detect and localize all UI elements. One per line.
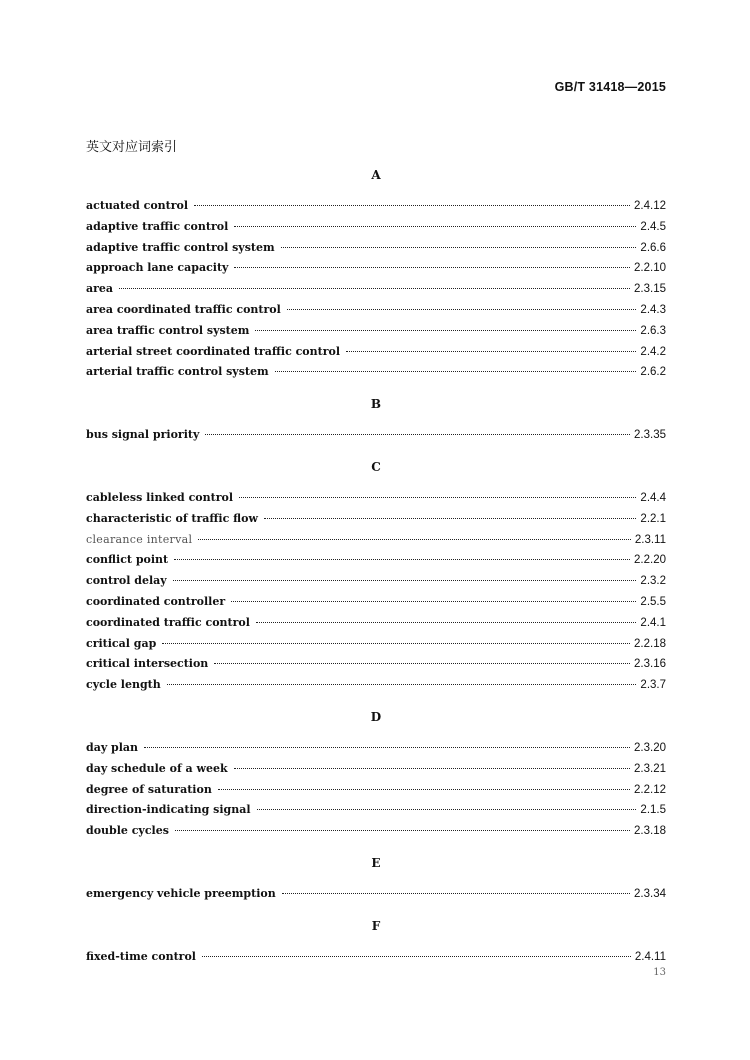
index-entry	[86, 238, 666, 259]
entry-term: bus signal priority	[86, 428, 200, 442]
dot-leader	[231, 601, 636, 602]
entry-term: critical gap	[86, 636, 157, 650]
index-entry	[86, 342, 666, 363]
dot-leader	[256, 622, 636, 623]
index-entry	[86, 800, 666, 821]
entry-term: area coordinated traffic control	[86, 302, 281, 316]
index-section-d	[86, 708, 666, 842]
entry-term: area	[86, 282, 114, 296]
index-title: 英文对应词索引	[86, 140, 178, 155]
dot-leader	[202, 956, 631, 957]
index-entry	[86, 821, 666, 842]
dot-leader	[144, 747, 630, 748]
dot-leader	[234, 768, 630, 769]
index-section-a	[86, 166, 666, 383]
dot-leader	[205, 434, 630, 435]
index-entry	[86, 258, 666, 279]
entry-ref: 2.2.20	[634, 554, 666, 567]
entry-ref: 2.6.6	[640, 241, 666, 254]
entry-term: day schedule of a week	[86, 761, 228, 775]
index-section-e	[86, 854, 666, 905]
index-entry	[86, 362, 666, 383]
dot-leader	[287, 309, 637, 310]
section-letter: A	[371, 168, 381, 182]
entry-ref: 2.2.10	[634, 262, 666, 275]
entry-ref: 2.4.11	[634, 950, 666, 963]
index-entry	[86, 530, 666, 551]
dot-leader	[167, 684, 637, 685]
entry-term: cableless linked control	[86, 490, 234, 504]
dot-leader	[214, 663, 630, 664]
entry-term: fixed-time control	[86, 949, 196, 963]
entry-term: area traffic control system	[86, 323, 250, 337]
entry-ref: 2.5.5	[640, 595, 666, 608]
entry-ref: 2.4.3	[640, 303, 666, 316]
entry-list	[86, 947, 666, 968]
entry-ref: 2.2.12	[634, 783, 666, 796]
entry-term: control delay	[86, 574, 167, 588]
entry-term: conflict point	[86, 553, 169, 567]
dot-leader	[257, 809, 637, 810]
dot-leader	[281, 247, 637, 248]
entry-ref: 2.3.15	[634, 283, 666, 296]
index-entry	[86, 675, 666, 696]
entry-ref: 2.3.35	[634, 429, 666, 442]
dot-leader	[175, 830, 630, 831]
index-section-f	[86, 917, 666, 968]
entry-ref: 2.4.4	[640, 491, 666, 504]
entry-ref: 2.1.5	[640, 804, 666, 817]
dot-leader	[234, 226, 636, 227]
entry-term: adaptive traffic control system	[86, 240, 275, 254]
index-entry	[86, 592, 666, 613]
entry-ref: 2.4.1	[640, 616, 666, 629]
entry-term: day plan	[86, 740, 139, 754]
dot-leader	[174, 559, 630, 560]
entry-ref: 2.3.11	[634, 533, 666, 546]
dot-leader	[218, 789, 630, 790]
entry-term: actuated control	[86, 199, 189, 212]
page-number: 13	[653, 967, 666, 978]
entry-term: coordinated traffic control	[86, 615, 250, 629]
dot-leader	[239, 497, 636, 498]
index-entry	[86, 884, 666, 905]
index-entry	[86, 550, 666, 571]
entry-term: adaptive traffic control	[86, 219, 229, 233]
entry-ref: 2.3.2	[640, 575, 666, 588]
dot-leader	[234, 267, 630, 268]
entry-term: coordinated controller	[86, 594, 226, 608]
entry-term: direction-indicating signal	[86, 803, 251, 817]
index-entry	[86, 634, 666, 655]
entry-list	[86, 884, 666, 905]
entry-term: critical intersection	[86, 657, 209, 671]
index-entry	[86, 488, 666, 509]
index-entry	[86, 780, 666, 801]
entry-list	[86, 488, 666, 696]
entry-ref: 2.3.21	[634, 762, 666, 775]
dot-leader	[264, 518, 637, 519]
entry-ref: 2.2.1	[640, 512, 666, 525]
entry-ref: 2.3.18	[634, 825, 666, 838]
entry-list	[86, 196, 666, 383]
index-section-b	[86, 395, 666, 446]
entry-term: arterial traffic control system	[86, 365, 269, 379]
standard-code: GB/T 31418—2015	[554, 80, 666, 94]
entry-ref: 2.2.18	[634, 637, 666, 650]
index-entry	[86, 571, 666, 592]
index-entry	[86, 279, 666, 300]
section-letter: B	[370, 397, 382, 412]
entry-ref: 2.4.12	[634, 200, 666, 212]
entry-term: clearance interval	[86, 532, 193, 546]
entry-term: characteristic of traffic flow	[86, 511, 258, 525]
index-entry	[86, 759, 666, 780]
index-entry	[86, 654, 666, 675]
entry-term: cycle length	[86, 678, 161, 692]
dot-leader	[346, 351, 636, 352]
index-entry	[86, 613, 666, 634]
entry-term: degree of saturation	[86, 782, 212, 796]
index-entry	[86, 217, 666, 238]
index-entry	[86, 425, 666, 446]
section-letter: D	[370, 709, 382, 724]
entry-list	[86, 425, 666, 446]
dot-leader	[275, 371, 637, 372]
entry-ref: 2.3.34	[634, 887, 666, 900]
section-letter: C	[371, 459, 381, 474]
dot-leader	[198, 539, 631, 540]
dot-leader	[194, 205, 630, 206]
dot-leader	[255, 330, 636, 331]
entry-term: double cycles	[86, 824, 169, 838]
entry-ref: 2.3.7	[640, 679, 666, 692]
entry-term: arterial street coordinated traffic control	[86, 344, 341, 358]
entry-term: approach lane capacity	[86, 261, 229, 275]
entry-term: emergency vehicle preemption	[86, 886, 276, 900]
index-entry	[86, 321, 666, 342]
entry-ref: 2.4.5	[640, 220, 666, 233]
entry-ref: 2.4.2	[640, 345, 666, 358]
entry-ref: 2.3.16	[634, 658, 666, 671]
section-letter: F	[371, 918, 381, 933]
index-entry	[86, 947, 666, 968]
entry-list	[86, 738, 666, 842]
dot-leader	[282, 893, 630, 894]
index-content	[86, 166, 666, 980]
index-section-c	[86, 458, 666, 696]
index-entry	[86, 509, 666, 530]
entry-ref: 2.6.2	[640, 366, 666, 379]
index-entry	[86, 300, 666, 321]
entry-ref: 2.3.20	[634, 741, 666, 754]
dot-leader	[162, 643, 630, 644]
section-letter: E	[371, 855, 381, 870]
dot-leader	[173, 580, 637, 581]
entry-ref: 2.6.3	[640, 324, 666, 337]
index-entry	[86, 196, 666, 217]
dot-leader	[119, 288, 630, 289]
index-entry	[86, 738, 666, 759]
